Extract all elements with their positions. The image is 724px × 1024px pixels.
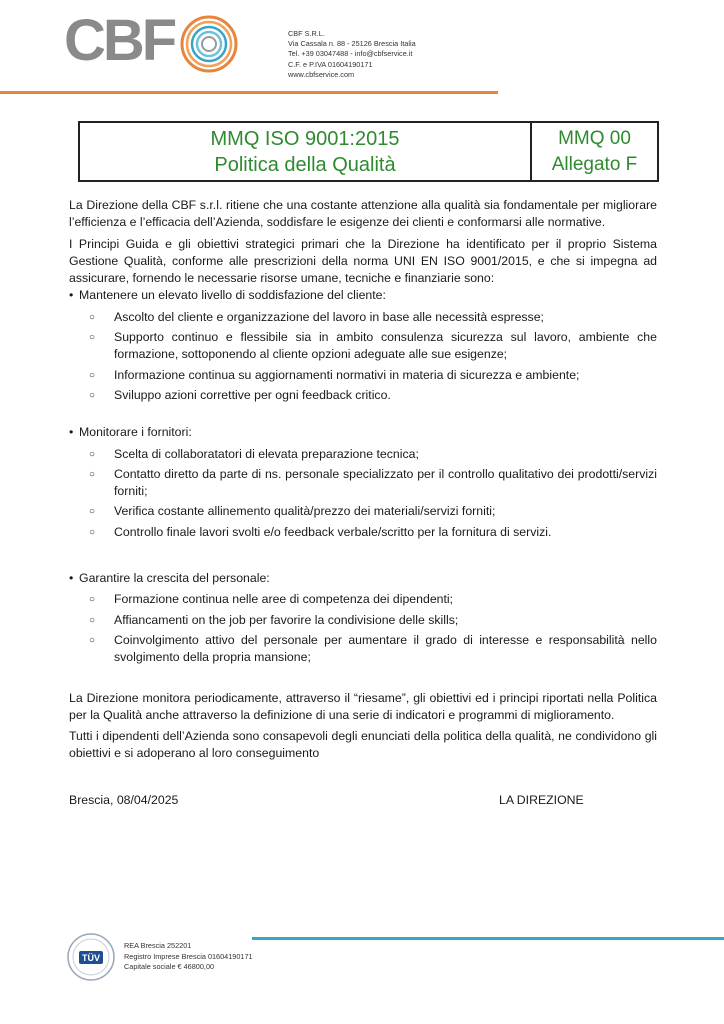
- section-heading: Mantenere un elevato livello di soddisfazione del cliente:: [79, 288, 386, 303]
- section-list: [69, 446, 657, 541]
- footer-info: [124, 941, 253, 973]
- list-item: ○ Controllo finale lavori svolti e/o feedback verbale/scritto per la fornitura di servizi.: [89, 524, 552, 539]
- company-contacts: Tel. +39 03047488 - info@cbfservice.it: [288, 49, 413, 59]
- review-paragraph: La Direzione monitora periodicamente, attraverso il “riesame”, gli obiettivi ed i principi riportati nella Politica per la Qualità anche attraverso la definizione di una serie di indicatori e programmi di miglioramento.: [69, 690, 657, 722]
- section-suppliers: • Monitorare i fornitori: ○ Scelta di collaboratatori di elevata preparazione tecnica; ○ Contatto diretto da parte di ns. personale specializzato per il controllo qualitativo dei prodotti/servizi forniti; ○ Verifica costante allinemento qualità/prezzo dei materiali/servizi forniti; ○ Controllo finale lavori svolti e/o feedback verbale/scritto per la fornitura di servizi.: [69, 424, 657, 541]
- footer-rea: REA Brescia 252201: [124, 941, 192, 950]
- place-date: Brescia, 08/04/2025: [69, 793, 179, 807]
- header-divider: [0, 91, 498, 94]
- company-logo-text: CBF: [64, 8, 175, 73]
- footer-registro: Registro Imprese Brescia 01604190171: [124, 951, 253, 961]
- cbf-rings-logo-icon: [176, 14, 242, 74]
- section-staff: • Garantire la crescita del personale: ○ Formazione continua nelle aree di competenza dei dipendenti; ○ Affiancamenti on the job per favorire la condivisione delle skills; ○ Coinvolgimento attivo del personale per aumentare il grado di interesse e responsabilità nello svolgimento della propria mansione;: [69, 570, 657, 666]
- company-tax-id: C.F. e P.IVA 01604190171: [288, 59, 373, 69]
- list-item: ○ Sviluppo azioni correttive per ogni feedback critico.: [89, 387, 391, 402]
- list-item: ○ Supporto continuo e flessibile sia in ambito consulenza sicurezza sul lavoro, ambiente che formazione, sottoponendo al cliente opzioni adeguate alle sue esigenze;: [89, 330, 657, 362]
- list-item: ○ Verifica costante allinemento qualità/prezzo dei materiali/servizi forniti;: [89, 504, 496, 519]
- section-heading: Monitorare i fornitori:: [79, 425, 192, 440]
- section-heading: Garantire la crescita del personale:: [79, 571, 270, 586]
- document-title-standard: MMQ ISO 9001:2015: [210, 127, 400, 150]
- title-main-cell: [80, 123, 532, 180]
- signature-role: LA DIREZIONE: [499, 793, 584, 807]
- title-code-cell: [532, 123, 657, 180]
- list-item: ○ Scelta di collaboratatori di elevata preparazione tecnica;: [89, 446, 419, 461]
- company-info: [288, 29, 416, 80]
- company-address: Via Cassala n. 88 - 25126 Brescia Italia: [288, 39, 416, 49]
- footer-capitale: Capitale sociale € 46800,00: [124, 962, 215, 971]
- section-list: [69, 591, 657, 666]
- principles-paragraph: I Principi Guida e gli obiettivi strategici primari che la Direzione ha identificato per il proprio Sistema Gestione Qualità, conforme alle prescrizioni della norma UNI EN ISO 9001/2015, e che si impegna ad assicurare, fornendo le necessarie risorse umane, tecniche e finanziarie sono:: [69, 236, 657, 286]
- list-item: ○ Formazione continua nelle aree di competenza dei dipendenti;: [89, 592, 454, 607]
- list-item: ○ Affiancamenti on the job per favorire la condivisione delle skills;: [89, 612, 459, 627]
- policy-body: [69, 197, 657, 767]
- section-list: [69, 309, 657, 404]
- list-item: ○ Contatto diretto da parte di ns. personale specializzato per il controllo qualitativo dei prodotti/servizi forniti;: [89, 466, 657, 499]
- company-name: CBF S.R.L.: [288, 29, 325, 38]
- staff-awareness-paragraph: Tutti i dipendenti dell’Azienda sono consapevoli degli enunciati della politica della qualità, ne condividono gli obiettivi e si adoperano al loro conseguimento: [69, 729, 657, 761]
- company-website: www.cbfservice.com: [288, 69, 355, 79]
- section-customer: • Mantenere un elevato livello di soddisfazione del cliente: ○ Ascolto del cliente e organizzazione del lavoro in base alle necessità espresse; ○ Supporto continuo e flessibile sia in ambito consulenza sicurezza sul lavoro, ambiente che formazione, sottoponendo al cliente opzioni adeguate alle sue esigenze; ○ Informazione continua su aggiornamenti normativi in materia di sicurezza e ambiente; ○ Sviluppo azioni correttive per ogni feedback critico.: [69, 287, 657, 404]
- tuv-certification-badge-icon: [66, 932, 116, 982]
- footer-divider: [252, 937, 724, 940]
- document-code: MMQ 00: [558, 127, 631, 149]
- list-item: ○ Informazione continua su aggiornamenti normativi in materia di sicurezza e ambiente;: [89, 367, 580, 382]
- document-attachment: Allegato F: [551, 153, 638, 175]
- intro-paragraph: La Direzione della CBF s.r.l. ritiene che una costante attenzione alla qualità sia fondamentale per migliorare l’efficienza e l’efficacia dell’Azienda, soddisfare le esigenze dei clienti e conformarsi alle normative.: [69, 198, 657, 230]
- document-title: Politica della Qualità: [214, 153, 396, 176]
- badge-text: TÜV: [82, 953, 100, 963]
- list-item: ○ Coinvolgimento attivo del personale per aumentare il grado di interesse e responsabilità nello svolgimento della propria mansione;: [89, 632, 657, 665]
- title-box: [78, 121, 659, 182]
- list-item: ○ Ascolto del cliente e organizzazione del lavoro in base alle necessità espresse;: [89, 309, 544, 324]
